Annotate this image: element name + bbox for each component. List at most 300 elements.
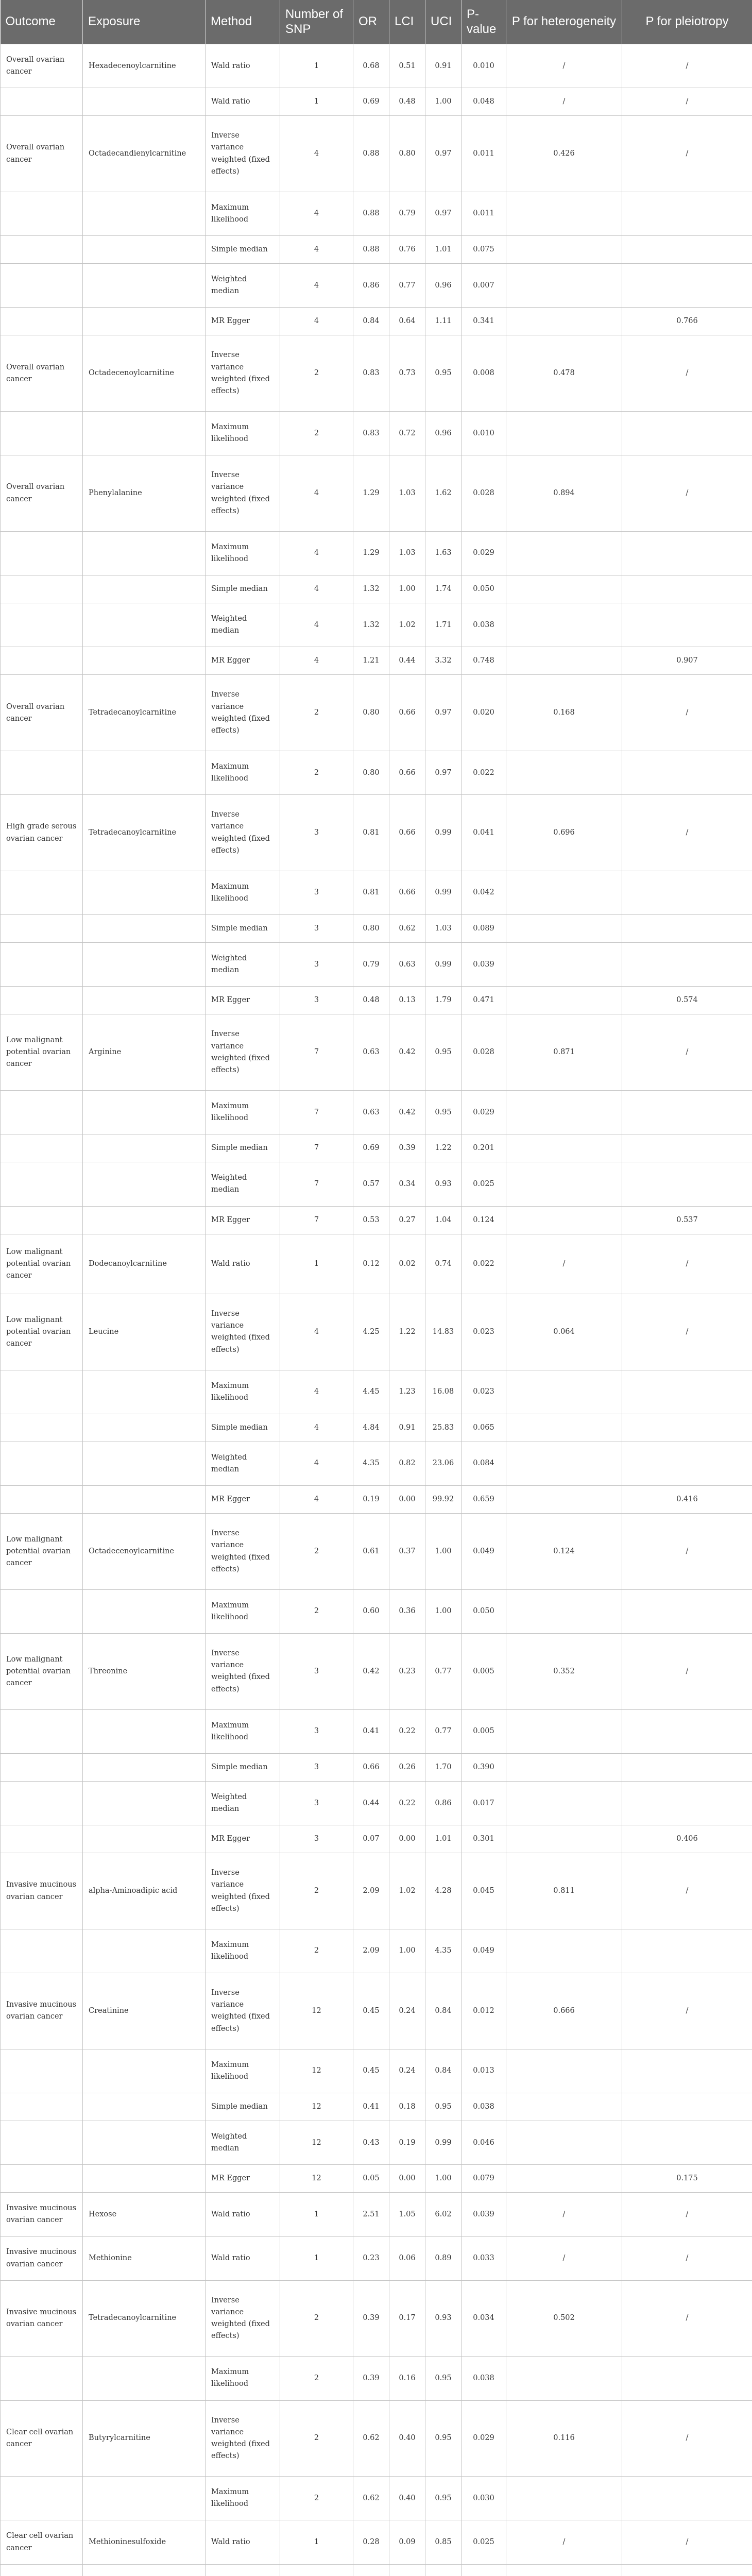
method-cell: Inverse variance weighted (fixed effects) — [206, 1853, 280, 1929]
p-value-cell: 0.124 — [462, 1206, 506, 1234]
or-cell: 0.80 — [353, 915, 389, 943]
snp-count-cell: 7 — [280, 1206, 353, 1234]
method-cell: Weighted median — [206, 2121, 280, 2165]
uci-cell: 1.01 — [425, 236, 462, 264]
lci-cell: 0.27 — [389, 1206, 425, 1234]
uci-cell: 0.77 — [425, 1709, 462, 1753]
p-pleiotropy-cell: / — [622, 88, 752, 116]
snp-count-cell: 2 — [280, 2400, 353, 2477]
p-value-cell: 0.041 — [462, 795, 506, 871]
uci-cell: 0.84 — [425, 2049, 462, 2093]
lci-cell: 0.79 — [389, 192, 425, 235]
table-row — [1, 1929, 752, 1973]
or-cell: 2.51 — [353, 2193, 389, 2236]
or-cell: 0.39 — [353, 2357, 389, 2400]
table-row — [1, 915, 752, 943]
snp-count-cell: 7 — [280, 1091, 353, 1134]
lci-cell: 0.17 — [389, 2280, 425, 2357]
exposure-cell: Octadecenoylcarnitine — [83, 335, 206, 412]
table-row — [1, 675, 752, 751]
table-header-row — [1, 0, 752, 44]
p-pleiotropy-cell: 0.406 — [622, 1825, 752, 1853]
p-value-cell: 0.028 — [462, 1014, 506, 1091]
exposure-cell — [83, 1486, 206, 1514]
snp-count-cell: 1 — [280, 44, 353, 88]
header-number-of-snp: Number of SNP — [280, 0, 353, 44]
p-heterogeneity-cell: 0.696 — [506, 795, 622, 871]
header-p-pleiotropy: P for pleiotropy — [622, 0, 752, 44]
snp-count-cell: 12 — [280, 2049, 353, 2093]
lci-cell: 0.23 — [389, 1634, 425, 1710]
exposure-cell — [83, 1414, 206, 1442]
or-cell: 0.88 — [353, 192, 389, 235]
lci-cell: 0.40 — [389, 2400, 425, 2477]
uci-cell: 0.99 — [425, 871, 462, 914]
exposure-cell — [83, 192, 206, 235]
outcome-cell: Clear cell ovarian cancer — [1, 2400, 83, 2477]
or-cell: 0.83 — [353, 412, 389, 455]
outcome-cell — [1, 1589, 83, 1633]
p-heterogeneity-cell — [506, 1091, 622, 1134]
lci-cell: 0.00 — [389, 1486, 425, 1514]
outcome-cell: Invasive mucinous ovarian cancer — [1, 2193, 83, 2236]
uci-cell: 0.99 — [425, 2121, 462, 2165]
exposure-cell — [83, 751, 206, 795]
exposure-cell — [83, 647, 206, 675]
exposure-cell — [83, 236, 206, 264]
snp-count-cell: 4 — [280, 1370, 353, 1414]
or-cell: 0.19 — [353, 1486, 389, 1514]
lci-cell: 0.37 — [389, 1514, 425, 1590]
method-cell: Wald ratio — [206, 1234, 280, 1294]
snp-count-cell: 2 — [280, 1929, 353, 1973]
outcome-cell — [1, 1753, 83, 1781]
exposure-cell — [83, 1825, 206, 1853]
or-cell: 1.29 — [353, 455, 389, 532]
p-heterogeneity-cell: 0.352 — [506, 1634, 622, 1710]
method-cell: Maximum likelihood — [206, 531, 280, 575]
lci-cell: 0.39 — [389, 1134, 425, 1162]
snp-count-cell: 12 — [280, 2165, 353, 2193]
table-row — [1, 1634, 752, 1710]
exposure-cell — [83, 603, 206, 647]
table-row — [1, 2477, 752, 2520]
uci-cell: 25.83 — [425, 1414, 462, 1442]
p-heterogeneity-cell — [506, 192, 622, 235]
p-pleiotropy-cell — [622, 1414, 752, 1442]
header-outcome: Outcome — [1, 0, 83, 44]
p-heterogeneity-cell — [506, 2477, 622, 2520]
method-cell: MR Egger — [206, 1486, 280, 1514]
lci-cell: 0.36 — [389, 1589, 425, 1633]
method-cell: Maximum likelihood — [206, 1589, 280, 1633]
exposure-cell — [83, 2165, 206, 2193]
method-cell: Simple median — [206, 2093, 280, 2121]
exposure-cell: Hexadecenoylcarnitine — [83, 44, 206, 88]
p-pleiotropy-cell: 0.416 — [622, 1486, 752, 1514]
method-cell: Weighted median — [206, 1442, 280, 1485]
table-row — [1, 871, 752, 914]
table-row — [1, 1091, 752, 1134]
method-cell: MR Egger — [206, 1206, 280, 1234]
p-pleiotropy-cell — [622, 871, 752, 914]
snp-count-cell: 3 — [280, 943, 353, 987]
snp-count-cell: 3 — [280, 795, 353, 871]
or-cell: 4.45 — [353, 1370, 389, 1414]
p-pleiotropy-cell: 0.907 — [622, 647, 752, 675]
table-row — [1, 116, 752, 192]
lci-cell: 0.16 — [389, 2357, 425, 2400]
or-cell: 0.44 — [353, 1781, 389, 1825]
outcome-cell: Low malignant potential ovarian cancer — [1, 1514, 83, 1590]
header-lci: LCI — [389, 0, 425, 44]
or-cell: 0.61 — [353, 1514, 389, 1590]
snp-count-cell: 1 — [280, 2236, 353, 2280]
outcome-cell: Overall ovarian cancer — [1, 116, 83, 192]
p-value-cell: 0.010 — [462, 44, 506, 88]
snp-count-cell: 2 — [280, 751, 353, 795]
table-row — [1, 1825, 752, 1853]
table-row — [1, 1162, 752, 1206]
uci-cell: 1.62 — [425, 455, 462, 532]
p-pleiotropy-cell: / — [622, 2520, 752, 2564]
or-cell: 0.48 — [353, 987, 389, 1014]
table-row — [1, 1414, 752, 1442]
p-pleiotropy-cell: 0.537 — [622, 1206, 752, 1234]
or-cell: 0.62 — [353, 2400, 389, 2477]
header-p-value: P-value — [462, 0, 506, 44]
snp-count-cell: 4 — [280, 1294, 353, 1370]
lci-cell: 0.51 — [389, 44, 425, 88]
or-cell: 0.43 — [353, 2121, 389, 2165]
table-row — [1, 1134, 752, 1162]
p-heterogeneity-cell — [506, 575, 622, 603]
outcome-cell — [1, 1781, 83, 1825]
lci-cell: 1.05 — [389, 2193, 425, 2236]
lci-cell: 0.18 — [389, 2093, 425, 2121]
snp-count-cell: 4 — [280, 1486, 353, 1514]
header-p-heterogeneity: P for heterogeneity — [506, 0, 622, 44]
p-pleiotropy-cell: / — [622, 335, 752, 412]
method-cell: Maximum likelihood — [206, 2357, 280, 2400]
uci-cell: 1.74 — [425, 575, 462, 603]
snp-count-cell: 3 — [280, 987, 353, 1014]
snp-count-cell: 2 — [280, 1514, 353, 1590]
lci-cell: 0.24 — [389, 2049, 425, 2093]
method-cell: Weighted median — [206, 943, 280, 987]
p-heterogeneity-cell: / — [506, 2193, 622, 2236]
table-body — [1, 44, 752, 2576]
header-or: OR — [353, 0, 389, 44]
p-value-cell: 0.049 — [462, 1929, 506, 1973]
uci-cell: 1.22 — [425, 1134, 462, 1162]
p-value-cell: 0.011 — [462, 116, 506, 192]
exposure-cell — [83, 2093, 206, 2121]
outcome-cell: Overall ovarian cancer — [1, 335, 83, 412]
or-cell: 0.07 — [353, 1825, 389, 1853]
uci-cell: 99.92 — [425, 1486, 462, 1514]
p-pleiotropy-cell — [622, 2477, 752, 2520]
lci-cell: 1.00 — [389, 1929, 425, 1973]
exposure-cell — [83, 1162, 206, 1206]
exposure-cell: Octadecenoylcarnitine — [83, 1514, 206, 1590]
outcome-cell — [1, 1370, 83, 1414]
exposure-cell — [83, 308, 206, 335]
p-pleiotropy-cell — [622, 1753, 752, 1781]
snp-count-cell: 7 — [280, 1014, 353, 1091]
method-cell: Maximum likelihood — [206, 871, 280, 914]
p-heterogeneity-cell — [506, 647, 622, 675]
table-row — [1, 987, 752, 1014]
lci-cell: 0.48 — [389, 88, 425, 116]
outcome-cell: Overall ovarian cancer — [1, 455, 83, 532]
snp-count-cell: 1 — [280, 88, 353, 116]
method-cell: MR Egger — [206, 308, 280, 335]
p-heterogeneity-cell — [506, 412, 622, 455]
p-value-cell: 0.029 — [462, 2400, 506, 2477]
table-row — [1, 795, 752, 871]
method-cell: MR Egger — [206, 647, 280, 675]
table-row — [1, 335, 752, 412]
snp-count-cell: 1 — [280, 2193, 353, 2236]
p-value-cell: 0.201 — [462, 1134, 506, 1162]
p-value-cell: 0.049 — [462, 1514, 506, 1590]
method-cell: Simple median — [206, 1134, 280, 1162]
exposure-cell: Tetradecanoylcarnitine — [83, 795, 206, 871]
outcome-cell: Low malignant potential ovarian cancer — [1, 1234, 83, 1294]
snp-count-cell: 2 — [280, 675, 353, 751]
uci-cell: 0.74 — [425, 1234, 462, 1294]
or-cell: 1.32 — [353, 575, 389, 603]
method-cell: Inverse variance weighted (fixed effects) — [206, 1973, 280, 2049]
exposure-cell — [83, 1206, 206, 1234]
or-cell: 0.45 — [353, 1973, 389, 2049]
snp-count-cell: 2 — [280, 412, 353, 455]
p-heterogeneity-cell: 0.502 — [506, 2280, 622, 2357]
exposure-cell — [83, 1370, 206, 1414]
lci-cell: 0.13 — [389, 987, 425, 1014]
method-cell: Maximum likelihood — [206, 192, 280, 235]
p-value-cell: 0.471 — [462, 987, 506, 1014]
table-row — [1, 2400, 752, 2477]
or-cell: 4.25 — [353, 1294, 389, 1370]
or-cell: 0.23 — [353, 2236, 389, 2280]
exposure-cell — [83, 1589, 206, 1633]
uci-cell: 1.00 — [425, 1589, 462, 1633]
p-heterogeneity-cell: 0.871 — [506, 1014, 622, 1091]
p-pleiotropy-cell — [622, 2049, 752, 2093]
snp-count-cell: 12 — [280, 2093, 353, 2121]
p-heterogeneity-cell — [506, 1589, 622, 1633]
p-heterogeneity-cell — [506, 915, 622, 943]
p-value-cell: 0.089 — [462, 915, 506, 943]
uci-cell: 14.83 — [425, 1294, 462, 1370]
method-cell: Inverse variance weighted (fixed effects) — [206, 1634, 280, 1710]
outcome-cell — [1, 1134, 83, 1162]
p-heterogeneity-cell — [506, 1929, 622, 1973]
uci-cell: 1.04 — [425, 1206, 462, 1234]
outcome-cell — [1, 192, 83, 235]
outcome-cell: Overall ovarian cancer — [1, 44, 83, 88]
exposure-cell — [83, 915, 206, 943]
p-pleiotropy-cell — [622, 531, 752, 575]
p-pleiotropy-cell: / — [622, 2193, 752, 2236]
p-pleiotropy-cell — [622, 264, 752, 308]
p-heterogeneity-cell: 0.168 — [506, 675, 622, 751]
exposure-cell — [83, 2049, 206, 2093]
method-cell: Maximum likelihood — [206, 2049, 280, 2093]
or-cell: 0.69 — [353, 1134, 389, 1162]
p-value-cell: 0.748 — [462, 647, 506, 675]
p-pleiotropy-cell: 0.574 — [622, 987, 752, 1014]
method-cell: Simple median — [206, 236, 280, 264]
p-value-cell: 0.050 — [462, 575, 506, 603]
exposure-cell — [83, 264, 206, 308]
method-cell: Maximum likelihood — [206, 1929, 280, 1973]
lci-cell: 0.24 — [389, 1973, 425, 2049]
exposure-cell: Hexose — [83, 2193, 206, 2236]
snp-count-cell: 4 — [280, 236, 353, 264]
lci-cell: 0.66 — [389, 871, 425, 914]
p-pleiotropy-cell: / — [622, 2400, 752, 2477]
p-pleiotropy-cell — [622, 236, 752, 264]
exposure-cell: Methionine — [83, 2236, 206, 2280]
exposure-cell: Threonine — [83, 1634, 206, 1710]
or-cell: 0.53 — [353, 1206, 389, 1234]
or-cell: 1.29 — [353, 531, 389, 575]
p-heterogeneity-cell — [506, 1753, 622, 1781]
uci-cell: 0.84 — [425, 1973, 462, 2049]
snp-count-cell: 4 — [280, 1414, 353, 1442]
lci-cell: 0.00 — [389, 2165, 425, 2193]
table-row — [1, 2236, 752, 2280]
method-cell: Inverse variance weighted (fixed effects) — [206, 116, 280, 192]
exposure-cell — [83, 2564, 206, 2576]
outcome-cell — [1, 531, 83, 575]
exposure-cell: Arginine — [83, 1014, 206, 1091]
or-cell: 0.63 — [353, 1091, 389, 1134]
or-cell: 0.83 — [353, 335, 389, 412]
p-value-cell: 0.010 — [462, 412, 506, 455]
outcome-cell — [1, 1709, 83, 1753]
p-pleiotropy-cell — [622, 192, 752, 235]
or-cell — [353, 2564, 389, 2576]
snp-count-cell — [280, 2564, 353, 2576]
or-cell: 0.69 — [353, 88, 389, 116]
p-pleiotropy-cell: / — [622, 795, 752, 871]
p-value-cell: 0.075 — [462, 236, 506, 264]
snp-count-cell: 3 — [280, 1634, 353, 1710]
lci-cell: 0.73 — [389, 335, 425, 412]
table-row — [1, 2520, 752, 2564]
snp-count-cell: 3 — [280, 1753, 353, 1781]
exposure-cell — [83, 2121, 206, 2165]
p-pleiotropy-cell — [622, 2121, 752, 2165]
or-cell: 0.81 — [353, 795, 389, 871]
snp-count-cell: 2 — [280, 1853, 353, 1929]
uci-cell: 0.77 — [425, 1634, 462, 1710]
table-row — [1, 192, 752, 235]
uci-cell: 1.00 — [425, 2165, 462, 2193]
method-cell: Inverse variance weighted (fixed effects) — [206, 1294, 280, 1370]
exposure-cell: Methioninesulfoxide — [83, 2520, 206, 2564]
method-cell: Inverse variance weighted (fixed effects) — [206, 455, 280, 532]
outcome-cell — [1, 647, 83, 675]
table-row — [1, 2121, 752, 2165]
p-value-cell: 0.022 — [462, 751, 506, 795]
p-value-cell: 0.007 — [462, 264, 506, 308]
p-value-cell: 0.038 — [462, 603, 506, 647]
p-value-cell: 0.030 — [462, 2477, 506, 2520]
table-row — [1, 1234, 752, 1294]
or-cell: 0.81 — [353, 871, 389, 914]
snp-count-cell: 4 — [280, 575, 353, 603]
uci-cell: 1.79 — [425, 987, 462, 1014]
snp-count-cell: 7 — [280, 1134, 353, 1162]
p-heterogeneity-cell: 0.894 — [506, 455, 622, 532]
exposure-cell: Dodecanoylcarnitine — [83, 1234, 206, 1294]
lci-cell — [389, 2564, 425, 2576]
p-heterogeneity-cell — [506, 2165, 622, 2193]
table-row — [1, 1781, 752, 1825]
p-heterogeneity-cell — [506, 943, 622, 987]
outcome-cell — [1, 2165, 83, 2193]
exposure-cell — [83, 531, 206, 575]
p-value-cell: 0.065 — [462, 1414, 506, 1442]
p-value-cell: 0.008 — [462, 335, 506, 412]
snp-count-cell: 2 — [280, 2477, 353, 2520]
snp-count-cell: 1 — [280, 2520, 353, 2564]
p-heterogeneity-cell — [506, 2049, 622, 2093]
table-row — [1, 1709, 752, 1753]
p-pleiotropy-cell: / — [622, 2280, 752, 2357]
p-value-cell: 0.017 — [462, 1781, 506, 1825]
outcome-cell — [1, 308, 83, 335]
table-row — [1, 1753, 752, 1781]
snp-count-cell: 4 — [280, 116, 353, 192]
exposure-cell — [83, 1134, 206, 1162]
or-cell: 0.45 — [353, 2049, 389, 2093]
method-cell: MR Egger — [206, 2165, 280, 2193]
uci-cell: 0.95 — [425, 2477, 462, 2520]
p-pleiotropy-cell — [622, 915, 752, 943]
or-cell: 0.63 — [353, 1014, 389, 1091]
p-value-cell: 0.013 — [462, 2049, 506, 2093]
outcome-cell — [1, 1929, 83, 1973]
method-cell: Weighted median — [206, 1781, 280, 1825]
outcome-cell: Invasive mucinous ovarian cancer — [1, 1973, 83, 2049]
or-cell: 2.09 — [353, 1929, 389, 1973]
or-cell: 0.05 — [353, 2165, 389, 2193]
table-row — [1, 603, 752, 647]
p-heterogeneity-cell — [506, 2121, 622, 2165]
p-heterogeneity-cell: 0.426 — [506, 116, 622, 192]
p-value-cell: 0.029 — [462, 531, 506, 575]
lci-cell: 0.80 — [389, 116, 425, 192]
table-row — [1, 412, 752, 455]
lci-cell: 0.66 — [389, 675, 425, 751]
p-pleiotropy-cell — [622, 1929, 752, 1973]
uci-cell: 0.99 — [425, 943, 462, 987]
p-value-cell: 0.084 — [462, 1442, 506, 1485]
snp-count-cell: 1 — [280, 1234, 353, 1294]
exposure-cell — [83, 1709, 206, 1753]
lci-cell: 0.09 — [389, 2520, 425, 2564]
exposure-cell — [83, 871, 206, 914]
or-cell: 0.88 — [353, 236, 389, 264]
p-heterogeneity-cell — [506, 531, 622, 575]
p-heterogeneity-cell — [506, 1370, 622, 1414]
